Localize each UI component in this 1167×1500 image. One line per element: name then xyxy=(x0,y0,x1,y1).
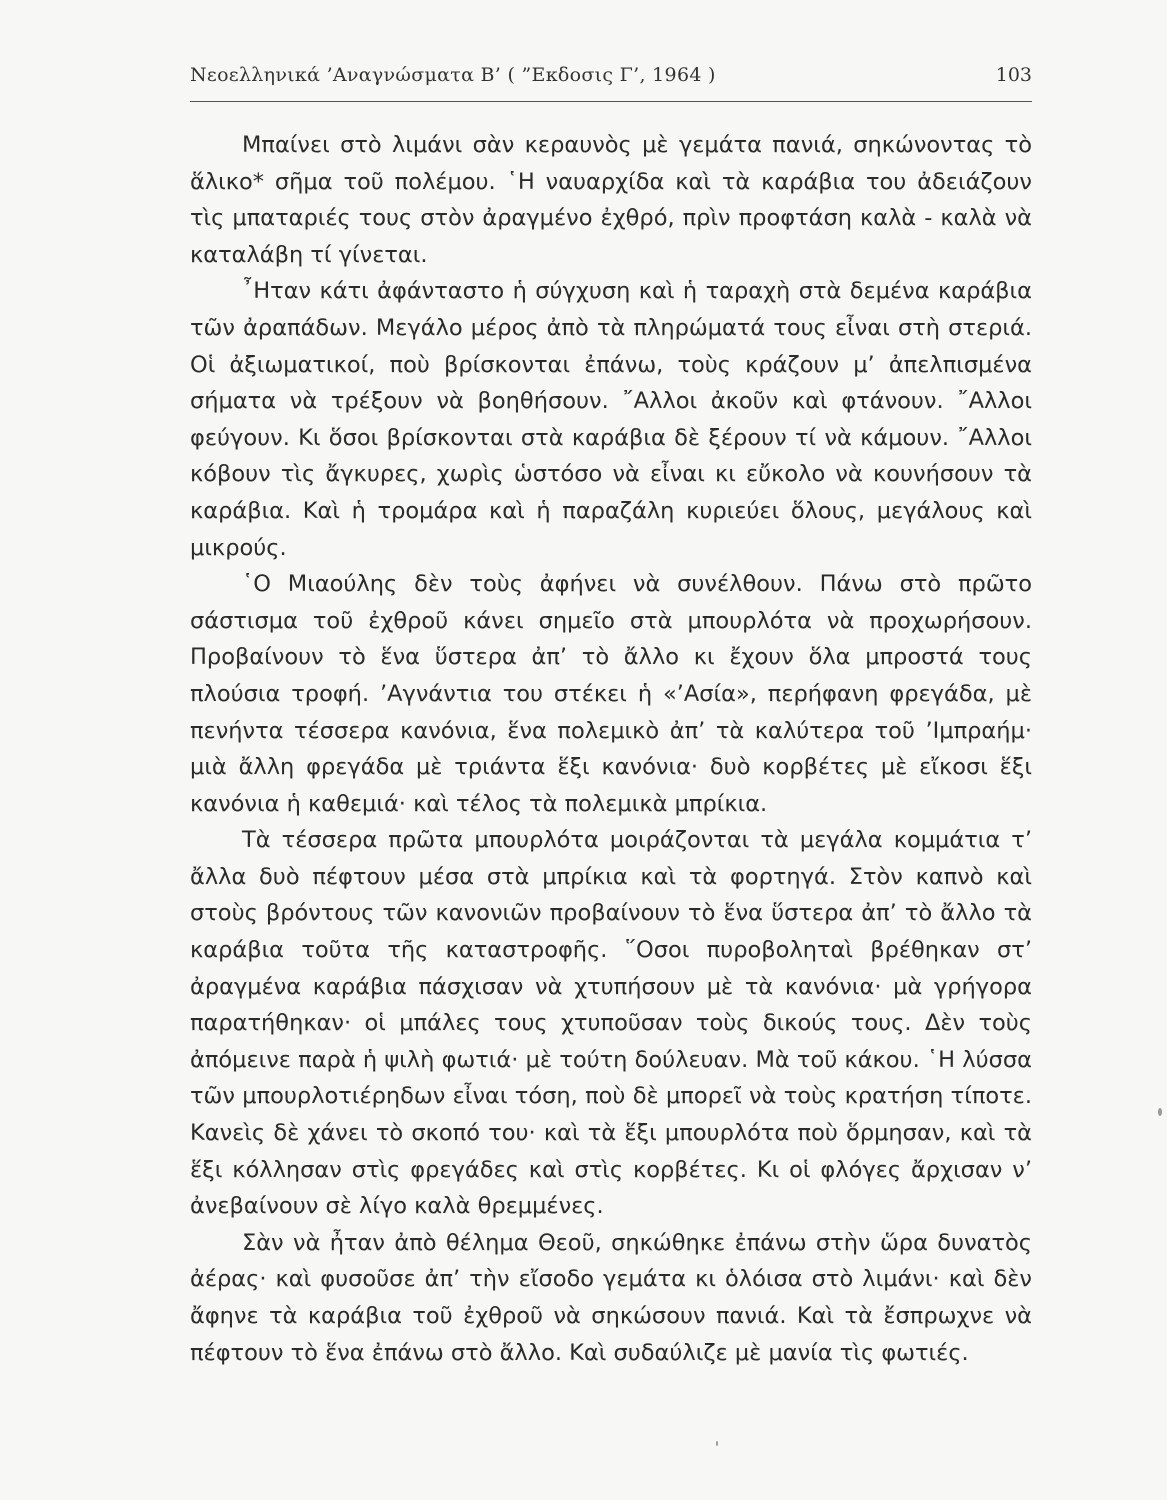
paragraph-4: Τὰ τέσσερα πρῶτα μπουρλότα μοιράζονται τὰ μεγάλα κομμάτια τ’ ἄλλα δυὸ πέφτουν μέσα στὰ μπρίκια καὶ τὰ φορτηγά. Στὸν καπνὸ καὶ στοὺς βρόντους τῶν κανονιῶν προβαίνουν τὸ ἕνα ὕστερα ἀπ’ τὸ ἄλλο τὰ καράβια τοῦτα τῆς καταστροφῆς. ῞Οσοι πυροβοληταὶ βρέθηκαν στ’ ἀραγμένα καράβια πάσχισαν νὰ χτυπήσουν μὲ τὰ κανόνια· μὰ γρήγορα παρατήθηκαν· οἱ μπάλες τους χτυποῦσαν τοὺς δικούς τους. Δὲν τοὺς ἀπόμεινε παρὰ ἡ ψιλὴ φωτιά· μὲ τούτη δούλευαν. Μὰ τοῦ κάκου. ῾Η λύσσα τῶν μπουρλοτιέρηδων εἶναι τόση, ποὺ δὲ μπορεῖ νὰ τοὺς κρατήση τίποτε. Κανεὶς δὲ χάνει τὸ σκοπό του· καὶ τὰ ἕξι μπουρλότα ποὺ ὅρμησαν, καὶ τὰ ἕξι κόλλησαν στὶς φρεγάδες καὶ στὶς κορβέτες. Κι οἱ φλόγες ἄρχισαν ν’ ἀνεβαίνουν σὲ λίγο καλὰ θρεμμένες. xyxy=(190,827,1032,1220)
paragraph-2: ῏Ηταν κάτι ἀφάνταστο ἡ σύγχυση καὶ ἡ ταραχὴ στὰ δεμένα καράβια τῶν ἀραπάδων. Μεγάλο μέρος ἀπὸ τὰ πληρώματά τους εἶναι στὴ στεριά. Οἱ ἀξιωματικοί, ποὺ βρίσκονται ἐπάνω, τοὺς κράζουν μ’ ἀπελπισμένα σήματα νὰ τρέξουν νὰ βοηθήσουν. ῎Αλλοι ἀκοῦν καὶ φτάνουν. ῎Αλλοι φεύγουν. Κι ὅσοι βρίσκονται στὰ καράβια δὲ ξέρουν τί νὰ κάμουν. ῎Αλλοι κόβουν τὶς ἄγκυρες, χωρὶς ὡστόσο νὰ εἶναι κι εὔκολο νὰ κουνήσουν τὰ καράβια. Καὶ ἡ τρομάρα καὶ ἡ παραζάλη κυριεύει ὅλους, μεγάλους καὶ μικρούς. xyxy=(190,278,1032,561)
paragraph-5: Σὰν νὰ ἦταν ἀπὸ θέλημα Θεοῦ, σηκώθηκε ἐπάνω στὴν ὥρα δυνατὸς ἀέρας· καὶ φυσοῦσε ἀπ’ τὴν εἴσοδο γεμάτα κι ὁλόισα στὸ λιμάνι· καὶ δὲν ἄφηνε τὰ καράβια τοῦ ἐχθροῦ νὰ σηκώσουν πανιά. Καὶ τὰ ἔσπρωχνε νὰ πέφτουν τὸ ἕνα ἐπάνω στὸ ἄλλο. Καὶ συδαύλιζε μὲ μανία τὶς φωτιές. xyxy=(190,1229,1032,1366)
main-text xyxy=(190,127,1032,1371)
paragraph-1: Μπαίνει στὸ λιμάνι σὰν κεραυνὸς μὲ γεμάτα πανιά, σηκώνοντας τὸ ἅλικο* σῆμα τοῦ πολέμου. ῾Η ναυαρχίδα καὶ τὰ καράβια του ἀδειάζουν τὶς μπαταριές τους στὸν ἀραγμένο ἐχθρό, πρὶν προφτάση καλὰ - καλὰ νὰ καταλάβη τί γίνεται. xyxy=(190,132,1032,268)
scan-speck xyxy=(716,1441,718,1446)
book-title: Νεοελληνικά ’Αναγνώσματα Β’ ( ”Εκδοσις Γ’, 1964 ) xyxy=(190,64,716,86)
scan-speck xyxy=(1158,1108,1162,1116)
page-number: 103 xyxy=(995,64,1032,86)
running-header xyxy=(190,62,1032,102)
paragraph-3: ῾Ο Μιαούλης δὲν τοὺς ἀφήνει νὰ συνέλθουν. Πάνω στὸ πρῶτο σάστισμα τοῦ ἐχθροῦ κάνει σημεῖο στὰ μπουρλότα νὰ προχωρήσουν. Προβαίνουν τὸ ἕνα ὕστερα ἀπ’ τὸ ἄλλο κι ἔχουν ὅλα μπροστά τους πλούσια τροφή. ’Αγνάντια του στέκει ἡ «’Ασία», περήφανη φρεγάδα, μὲ πενήντα τέσσερα κανόνια, ἕνα πολεμικὸ ἀπ’ τὰ καλύτερα τοῦ ’Ιμπραήμ· μιὰ ἄλλη φρεγάδα μὲ τριάντα ἕξι κανόνια· δυὸ κορβέτες μὲ εἴκοσι ἕξι κανόνια ἡ καθεμιά· καὶ τέλος τὰ πολεμικὰ μπρίκια. xyxy=(190,571,1032,817)
